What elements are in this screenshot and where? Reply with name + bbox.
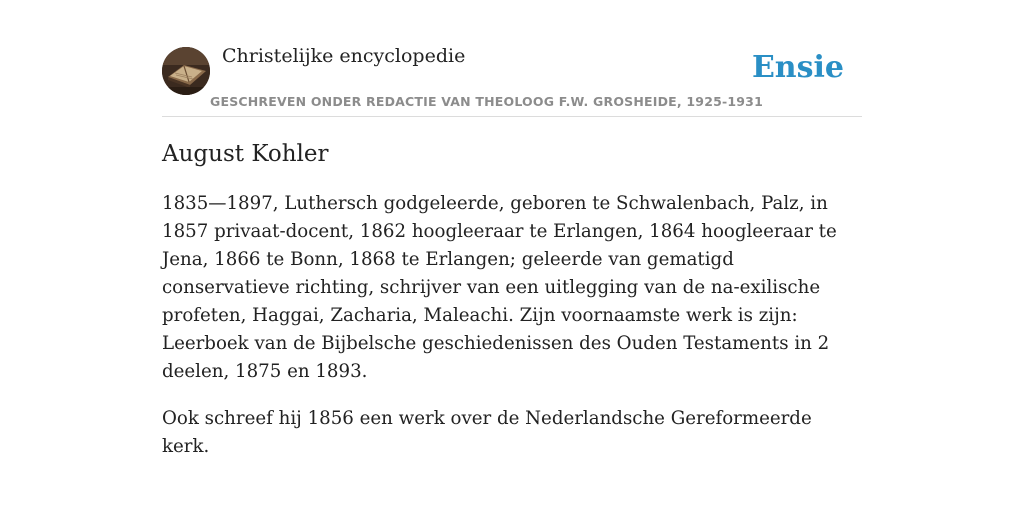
article-paragraph: 1835—1897, Luthersch godgeleerde, geboren te Schwalenbach, Palz, in 1857 privaat-docent, 1862 hoogleeraar te Erlangen, 1864 hoogleeraar te Jena, 1866 te Bonn, 1868 te Erlangen; geleerde van gematigd conservatieve richting, schrijver van een uitlegging van de na-exilische profeten, Haggai, Zacharia, Maleachi. Zijn voornaamste werk is zijn: Leerboek van de Bijbelsche geschiedenissen des Ouden Testaments in 2 deelen, 1875 en 1893. <box>162 193 837 382</box>
brand-logo-link[interactable]: Ensie <box>751 50 844 85</box>
site-header <box>162 0 862 117</box>
book-icon <box>162 47 210 95</box>
site-subtitle: GESCHREVEN ONDER REDACTIE VAN THEOLOOG F.W. GROSHEIDE, 1925-1931 <box>210 94 763 109</box>
article <box>162 138 862 480</box>
article-paragraph: Ook schreef hij 1856 een werk over de Nederlandsche Gereformeerde kerk. <box>162 408 812 457</box>
site-title[interactable]: Christelijke encyclopedie <box>222 45 466 67</box>
avatar[interactable] <box>162 47 210 95</box>
article-title: August Kohler <box>162 141 329 167</box>
